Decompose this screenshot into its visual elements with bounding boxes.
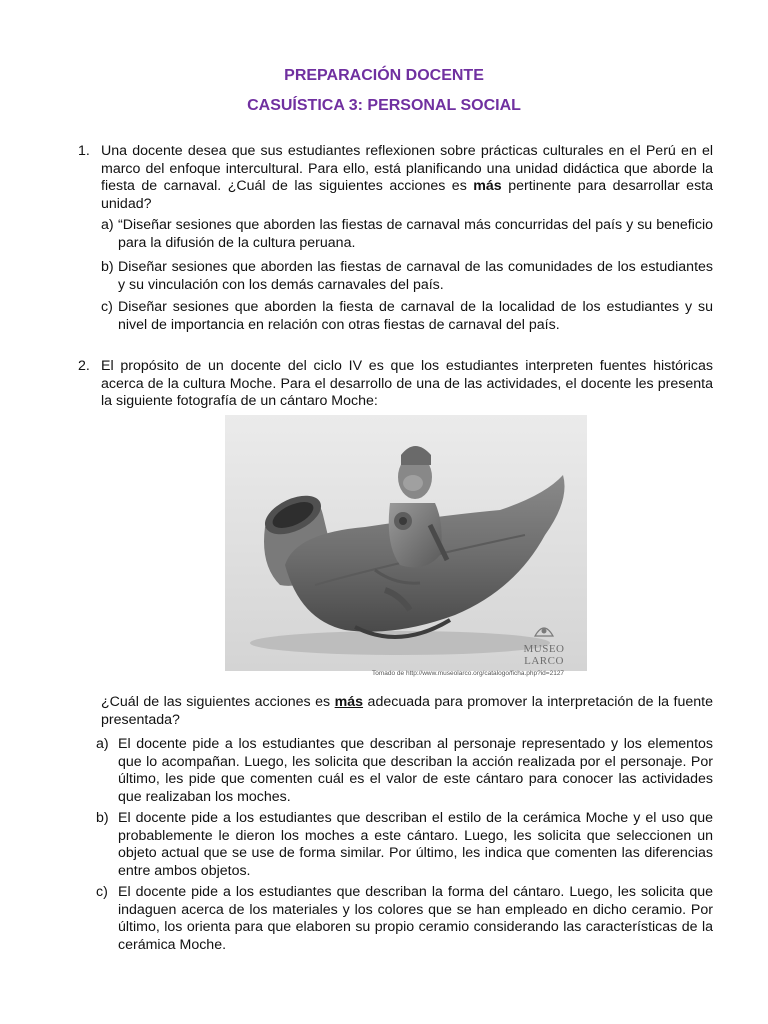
document-subtitle: CASUÍSTICA 3: PERSONAL SOCIAL — [247, 97, 521, 114]
q1-option-a-letter: a) — [101, 217, 114, 233]
q1-option-a-text: “Diseñar sesiones que aborden las fiestas de carnaval más concurridas del país y su beneficio para la difusión de la cultura peruana. — [118, 217, 713, 251]
photo-caption: Tomado de http://www.museolarco.org/catalogo/ficha.php?id=2127 — [372, 670, 565, 677]
museo-larco-watermark: MUSEO LARCO — [505, 622, 583, 667]
question-1-text: Una docente desea que sus estudiantes reflexionen sobre prácticas culturales en el Perú en el marco del enfoque intercultural. Para ello, está planificando una unidad didáctica que aborde la fiesta de carnaval. ¿Cuál de las siguientes acciones es más pertinente para desarrollar esta unidad? — [101, 143, 713, 212]
museum-logo-icon — [533, 622, 555, 638]
q2-option-b-letter: b) — [96, 810, 109, 826]
question-2-emphasis: más — [334, 694, 364, 710]
q1-option-b-text: Diseñar sesiones que aborden las fiestas de carnaval de las comunidades de los estudiantes y su vinculación con los demás carnavales del país. — [118, 259, 713, 293]
q2-option-c-letter: c) — [96, 884, 108, 900]
question-2-number: 2. — [78, 358, 90, 374]
document-title: PREPARACIÓN DOCENTE — [284, 67, 484, 84]
question-1-number: 1. — [78, 143, 90, 159]
q2-option-b-text: El docente pide a los estudiantes que describan el estilo de la cerámica Moche y el uso que probablemente le dieron los moches a este cántaro. Luego, les solicita que seleccionen un objeto actual que se use de forma similar. Por último, les indica que comenten las diferencias entre ambos objetos. — [118, 810, 713, 879]
question-2-prompt: ¿Cuál de las siguientes acciones es más adecuada para promover la interpretación de la fuente presentada? — [101, 694, 713, 728]
q1-option-b-letter: b) — [101, 259, 114, 275]
moche-vessel-photo — [225, 415, 587, 671]
q1-option-c-text: Diseñar sesiones que aborden la fiesta de carnaval de la localidad de los estudiantes y su nivel de importancia en relación con otras fiestas de carnaval del país. — [118, 299, 713, 333]
q2-option-c-text: El docente pide a los estudiantes que describan la forma del cántaro. Luego, les solicita que indaguen acerca de los materiales y los colores que se han empleado en dicho ceramio. Por último, los orienta para que elaboren su propio ceramio considerando las características de la cerámica Moche. — [118, 884, 713, 953]
q1-option-c-letter: c) — [101, 299, 113, 315]
question-2-intro: El propósito de un docente del ciclo IV es que los estudiantes interpreten fuentes históricas acerca de la cultura Moche. Para el desarrollo de una de las actividades, el docente les presenta la siguiente fotografía de un cántaro Moche: — [101, 358, 713, 410]
question-1-emphasis: más — [473, 178, 502, 195]
q2-option-a-text: El docente pide a los estudiantes que describan al personaje representado y los elementos que lo acompañan. Luego, les solicita que describan la acción realizada por el personaje. Por último, les pide que comenten cuál es el valor de este cántaro para conocer las actividades que realizaban los moches. — [118, 736, 713, 805]
q2-option-a-letter: a) — [96, 736, 109, 752]
